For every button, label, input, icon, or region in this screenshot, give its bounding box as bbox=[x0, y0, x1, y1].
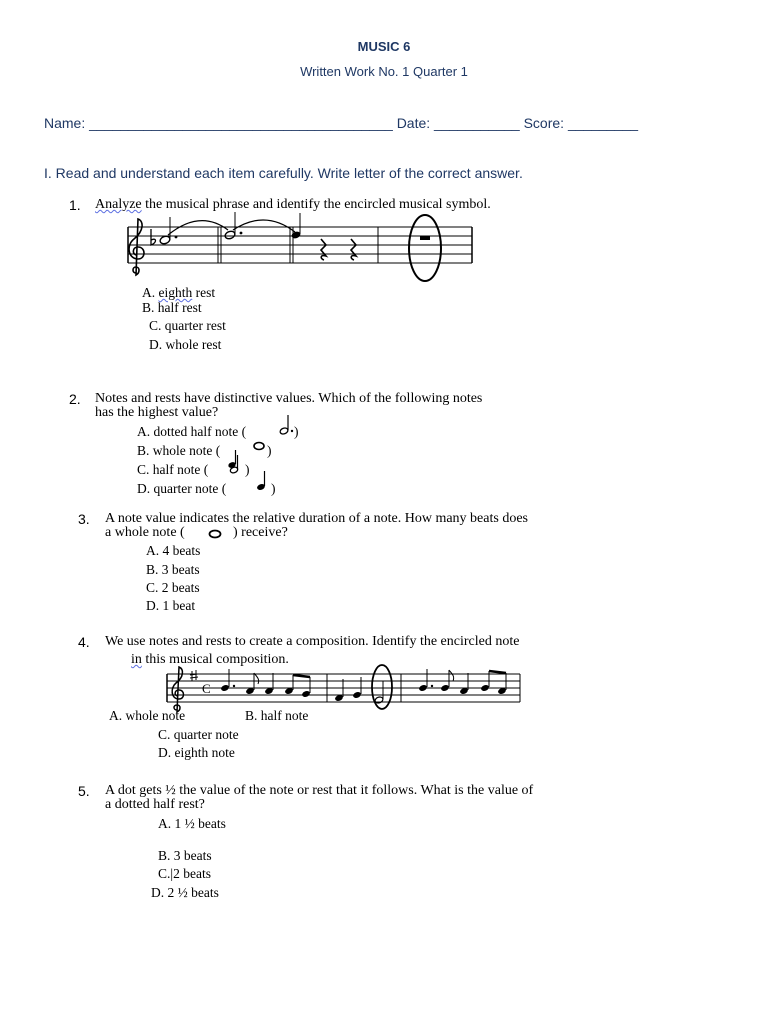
question-text-rest: the musical phrase and identify the encircled musical symbol. bbox=[141, 197, 491, 212]
question-text-line-1: A dot gets ½ the value of the note or rest that it follows. What is the value of bbox=[105, 783, 534, 798]
question-text-line-1: Notes and rests have distinctive values. Which of the following notes bbox=[95, 391, 483, 406]
half-note-icon bbox=[230, 454, 242, 474]
option-d: D. whole rest bbox=[149, 337, 222, 352]
option-a-squiggle-word: eighth bbox=[158, 285, 193, 300]
option-c-close-paren: ) bbox=[245, 462, 250, 477]
option-a: A. 4 beats bbox=[146, 543, 201, 558]
option-a: A. 1 ½ beats bbox=[158, 816, 226, 831]
date-blank: ___________ bbox=[434, 115, 520, 131]
option-b-close-paren: ) bbox=[267, 443, 272, 458]
question-number: 5. bbox=[78, 783, 90, 799]
question-text-line-1: A note value indicates the relative duration of a note. How many beats does bbox=[105, 511, 528, 526]
option-c: C.|2 beats bbox=[158, 866, 211, 881]
question-text-line-2-end: ) receive? bbox=[233, 525, 288, 540]
dotted-half-note-icon bbox=[279, 414, 293, 436]
question-number: 3. bbox=[78, 511, 90, 527]
time-signature: C bbox=[202, 681, 211, 696]
option-a: A. whole note bbox=[109, 708, 186, 723]
option-c: C. quarter note bbox=[158, 727, 239, 742]
question-number: 2. bbox=[69, 391, 81, 407]
score-label: Score: bbox=[523, 115, 565, 131]
whole-note-icon bbox=[253, 441, 265, 451]
page-title: MUSIC 6 bbox=[357, 39, 411, 54]
question-text-line-2: has the highest value? bbox=[95, 405, 219, 420]
option-d: D. quarter note ( bbox=[137, 481, 227, 496]
instructions: I. Read and understand each item carefully. Write letter of the correct answer. bbox=[44, 165, 523, 181]
question-number: 4. bbox=[78, 634, 90, 650]
option-a-close-paren: ) bbox=[294, 424, 299, 439]
option-a: A. dotted half note ( bbox=[137, 424, 247, 439]
quarter-note-icon bbox=[256, 470, 268, 492]
question-4-staff-image bbox=[165, 665, 525, 715]
page-subtitle: Written Work No. 1 Quarter 1 bbox=[300, 64, 468, 79]
option-a: A. eighth rest bbox=[142, 285, 216, 300]
question-text-line-2-rest: this musical composition. bbox=[141, 652, 289, 667]
option-d: D. 1 beat bbox=[146, 598, 196, 613]
option-d: D. 2 ½ beats bbox=[151, 885, 219, 900]
option-d-close-paren: ) bbox=[271, 481, 276, 496]
option-c: C. quarter rest bbox=[149, 318, 226, 333]
option-c: C. half note ( bbox=[137, 462, 209, 477]
name-blank: _______________________________________ bbox=[89, 115, 393, 131]
question-text-line-2-start: a whole note ( bbox=[105, 525, 185, 540]
option-b: B. 3 beats bbox=[146, 562, 200, 577]
whole-note-icon bbox=[208, 529, 222, 539]
student-info-line bbox=[44, 115, 638, 131]
option-b: B. half note bbox=[245, 708, 309, 723]
question-text-first-word: Analyze bbox=[95, 197, 142, 212]
option-b: B. half rest bbox=[142, 300, 202, 315]
question-text-line-1: We use notes and rests to create a composition. Identify the encircled note bbox=[105, 634, 520, 649]
question-number: 1. bbox=[69, 197, 81, 213]
option-b: B. 3 beats bbox=[158, 848, 212, 863]
option-d: D. eighth note bbox=[158, 745, 235, 760]
question-text-squiggle-word: in bbox=[131, 652, 142, 667]
question-1-staff-image bbox=[120, 215, 480, 290]
name-label: Name: bbox=[44, 115, 86, 131]
question-text-line-2: a dotted half rest? bbox=[105, 797, 205, 812]
option-c: C. 2 beats bbox=[146, 580, 200, 595]
question-text bbox=[95, 197, 491, 213]
score-blank: _________ bbox=[567, 115, 639, 131]
option-b: B. whole note ( bbox=[137, 443, 221, 458]
date-label: Date: bbox=[396, 115, 431, 131]
